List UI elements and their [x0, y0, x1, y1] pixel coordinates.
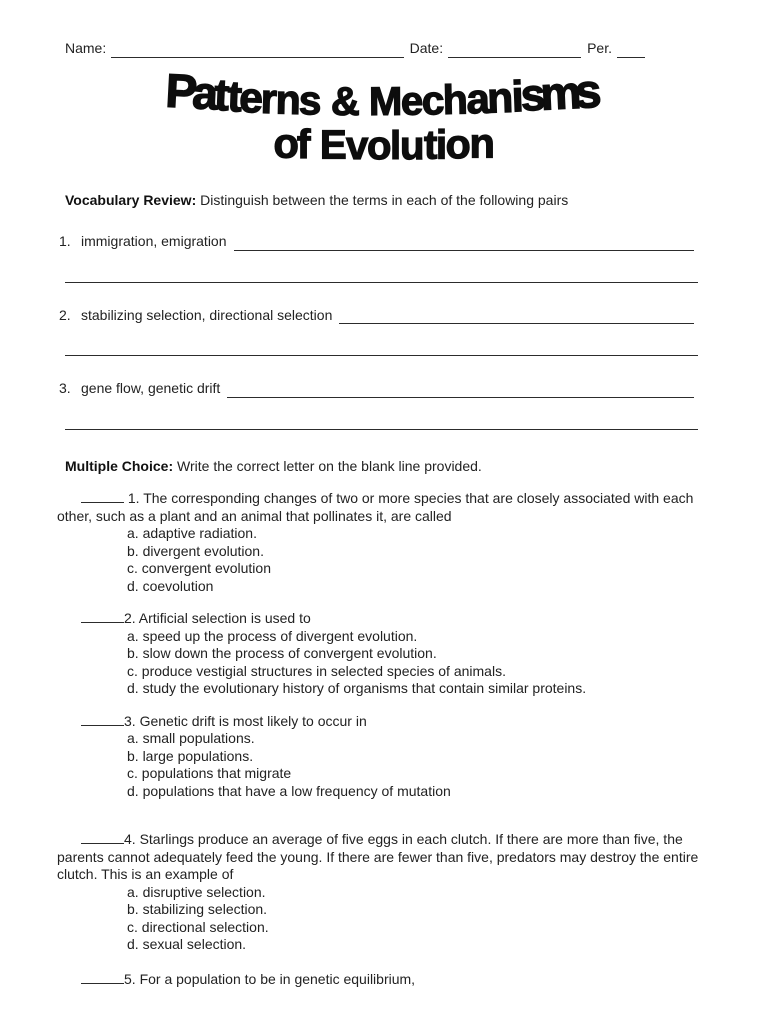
mc-heading-label: Multiple Choice: — [65, 457, 174, 474]
choice-c: c. produce vestigial structures in selected species of animals. — [127, 662, 506, 679]
name-date-per-row — [65, 40, 645, 58]
vocab-item-2 — [59, 307, 710, 325]
date-blank-line[interactable] — [448, 44, 581, 58]
question-text: 1. The corresponding changes of two or more species that are closely associated with each other, such as a plant and an animal that pollinates it, are called — [57, 490, 694, 524]
choice-d: d. populations that have a low frequency of mutation — [127, 782, 451, 799]
vocab-item-number: 2. — [59, 306, 71, 323]
name-blank-line[interactable] — [111, 44, 403, 58]
choice-a: a. small populations. — [127, 730, 255, 746]
period-label: Per. — [587, 40, 612, 56]
date-label: Date: — [409, 40, 444, 56]
title-line-2: of Evolution — [273, 120, 494, 168]
vocab-item-terms: immigration, emigration — [81, 233, 227, 249]
vocab-heading-label: Vocabulary Review: — [65, 191, 197, 208]
mc-question-3 — [57, 713, 710, 801]
choice-b: b. divergent evolution. — [127, 542, 264, 559]
choice-b: b. large populations. — [127, 747, 254, 764]
choices-list — [127, 884, 710, 954]
answer-blank-line[interactable] — [81, 610, 124, 623]
choices-list — [127, 525, 710, 595]
vocab-instructions: Distinguish between the terms in each of the following pairs — [200, 191, 569, 208]
choice-a: a. disruptive selection. — [127, 883, 266, 900]
choice-d: d. sexual selection. — [127, 936, 247, 952]
vocab-item-terms: gene flow, genetic drift — [81, 380, 221, 396]
mc-questions — [57, 490, 710, 988]
vocab-section-heading — [65, 192, 710, 210]
vocab-answer-line[interactable] — [339, 310, 694, 324]
vocab-answer-line-continued[interactable] — [65, 411, 698, 430]
choices-list — [127, 730, 710, 800]
mc-question-2 — [57, 610, 710, 698]
choice-c: c. directional selection. — [127, 918, 269, 935]
question-text: 4. Starlings produce an average of five eggs in each clutch. If there are more than five, the parents cannot adequately feed the young. If there are fewer than five, predators may destroy the entire clutch. This is an example of — [57, 831, 699, 882]
choice-a: a. speed up the process of divergent evolution. — [127, 627, 418, 644]
vocab-answer-line-continued[interactable] — [65, 264, 698, 283]
question-text: 2. Artificial selection is used to — [124, 610, 311, 626]
choice-d: d. study the evolutionary history of organisms that contain similar proteins. — [127, 680, 587, 696]
mc-question-4 — [57, 831, 710, 954]
choices-list — [127, 628, 710, 698]
title-line-1: Patterns & Mechanisms — [164, 64, 602, 124]
choice-d: d. coevolution — [127, 577, 214, 594]
vocab-item-number: 1. — [59, 233, 71, 249]
name-label: Name: — [65, 40, 107, 56]
answer-blank-line[interactable] — [81, 713, 124, 726]
vocab-answer-line[interactable] — [227, 384, 694, 398]
mc-question-5 — [57, 971, 710, 989]
mc-instructions: Write the correct letter on the blank line provided. — [177, 457, 482, 474]
choice-b: b. stabilizing selection. — [127, 901, 268, 917]
choice-b: b. slow down the process of convergent evolution. — [127, 645, 437, 661]
period-blank-line[interactable] — [617, 44, 645, 58]
vocab-item-1 — [59, 233, 710, 251]
answer-blank-line[interactable] — [81, 831, 124, 844]
mc-question-1 — [57, 490, 710, 595]
answer-blank-line[interactable] — [81, 971, 124, 984]
choice-c: c. convergent evolution — [127, 560, 271, 576]
vocab-answer-line[interactable] — [234, 237, 695, 251]
vocab-item-terms: stabilizing selection, directional selection — [81, 306, 333, 323]
vocab-answer-line-continued[interactable] — [65, 337, 698, 356]
question-text: 3. Genetic drift is most likely to occur in — [124, 712, 367, 729]
mc-section-heading — [65, 458, 710, 476]
question-text: 5. For a population to be in genetic equilibrium, — [124, 970, 416, 987]
worksheet-title — [57, 64, 710, 168]
choice-a: a. adaptive radiation. — [127, 525, 257, 541]
choice-c: c. populations that migrate — [127, 765, 292, 781]
answer-blank-line[interactable] — [81, 490, 124, 503]
vocab-item-number: 3. — [59, 380, 71, 396]
vocab-item-3 — [59, 380, 710, 398]
